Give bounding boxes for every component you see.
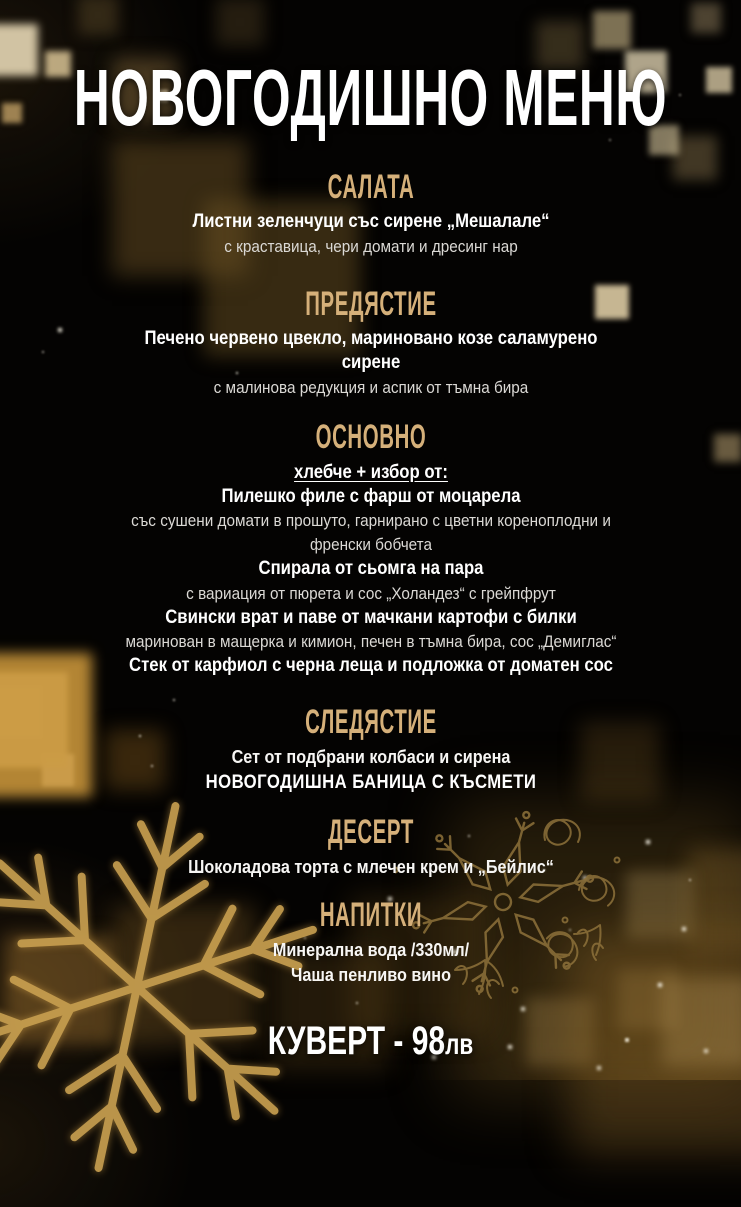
dish-name: Шоколадова торта с млечен крем и „Бейлис“ [187,856,554,877]
dish-name: Листни зеленчуци със сирене „Мешалале“ [191,211,550,232]
choice-note: хлебче + избор от: [293,461,448,483]
section-heading: ПРЕДЯСТИЕ [304,284,437,323]
dish-description: със сушени домати в прошуто, гарнирано с цветни кореноплодни и френски бобчета [130,511,611,554]
dish-name: Свински врат и паве от мачкани картофи с билки [164,606,577,628]
section-drinks [91,895,651,988]
section-heading: ДЕСЕРТ [327,812,414,851]
menu-title: НОВОГОДИШНО МЕНЮ [73,53,668,142]
section-starter [91,284,651,400]
dish-name: Пилешко филе с фарш от моцарела [220,485,521,507]
section-dessert [91,812,651,880]
section-salad [91,170,651,259]
drink-item: Минерална вода /330мл/ [272,939,469,960]
cover-charge [93,1020,649,1066]
dish-description: с краставица, чери домати и дресинг нар [223,236,518,256]
dish-description: маринован в мащерка и кимион, печен в тъмна бира, сос „Демиглас“ [124,632,617,651]
dish-description: с малинова редукция и аспик от тъмна бира [213,377,528,397]
dish-description: с вариация от пюрета и сос „Холандез“ с грейпфрут [185,583,556,603]
section-heading: САЛАТА [327,168,414,206]
dish-name: Спирала от сьомга на пара [258,558,483,579]
dish-name: НОВОГОДИШНА БАНИЦА С КЪСМЕТИ [205,771,536,793]
dish-name: Стек от карфиол с черна леща и подложка от доматен сос [128,655,613,676]
dish-name: Печено червено цвекло, мариновано козе саламурено сирене [143,327,598,373]
section-heading: СЛЕДЯСТИЕ [304,702,437,741]
cover-charge-text: КУВЕРТ - 98 [267,1018,446,1063]
section-main [91,417,651,679]
cover-charge-currency: лв [445,1027,474,1061]
section-after-course [91,702,651,795]
section-heading: ОСНОВНО [315,417,426,456]
dish-name: Сет от подбрани колбаси и сирена [231,746,510,767]
section-heading: НАПИТКИ [319,895,422,934]
drink-item: Чаша пенливо вино [290,964,451,985]
